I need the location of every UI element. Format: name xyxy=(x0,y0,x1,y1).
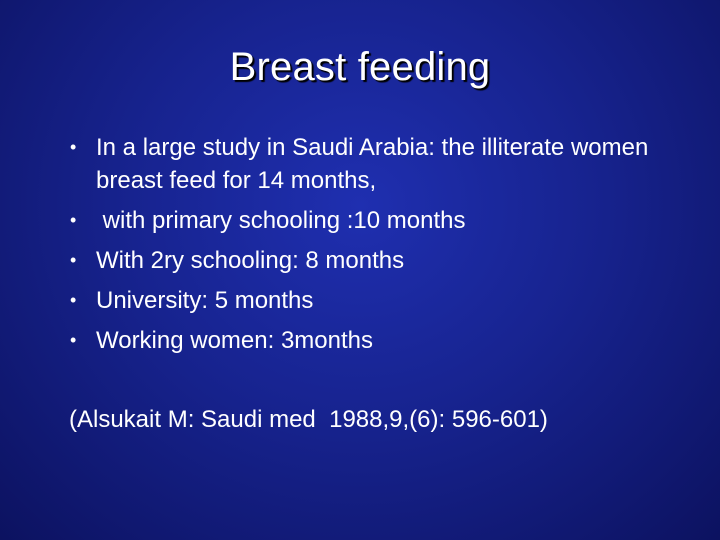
bullet-icon: • xyxy=(70,210,77,230)
citation: (Alsukait M: Saudi med 1988,9,(6): 596-601) xyxy=(69,406,548,433)
slide-title: Breast feeding xyxy=(229,45,491,89)
bullet-icon: • xyxy=(70,290,77,310)
bullet-item xyxy=(66,284,686,317)
bullet-text: With 2ry schooling: 8 months xyxy=(96,247,405,274)
bullet-text: University: 5 months xyxy=(96,287,314,314)
bullet-text: with primary schooling :10 months xyxy=(96,207,466,234)
bullet-item xyxy=(66,131,686,197)
bullet-icon: • xyxy=(70,250,77,270)
bullet-item xyxy=(66,324,686,357)
bullet-icon: • xyxy=(70,330,77,350)
bullet-text: In a large study in Saudi Arabia: the illiterate women breast feed for 14 months, xyxy=(96,134,649,194)
bullet-item xyxy=(66,204,686,237)
bullet-item xyxy=(66,244,686,277)
bullet-text: Working women: 3months xyxy=(96,327,374,354)
bullet-icon: • xyxy=(70,137,77,157)
bullet-list xyxy=(66,131,686,364)
